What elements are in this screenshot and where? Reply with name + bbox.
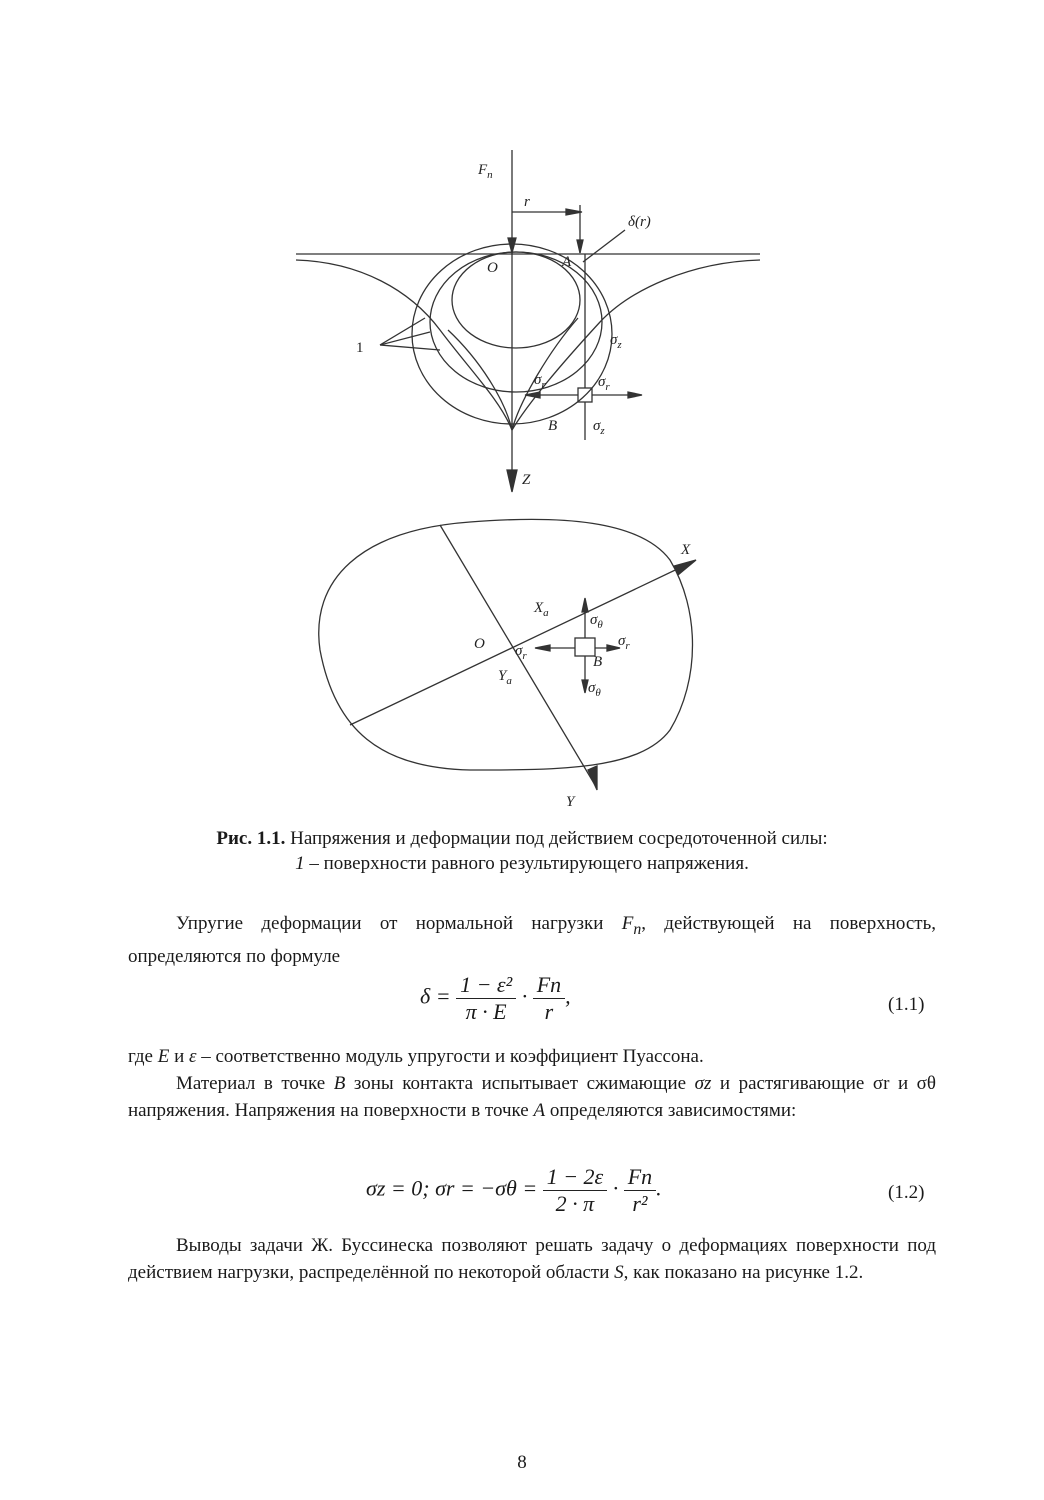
caption-number: 1 — [295, 853, 305, 874]
deformed-surface-right — [512, 260, 760, 430]
label-sigma-r-plan-left: $\sigma_r$ — [515, 643, 527, 662]
label-sigma-theta-bottom: $\sigma_\theta$ — [588, 680, 601, 699]
label-Ya: $Y_a$ — [498, 668, 512, 687]
label-1-leader-b — [380, 332, 430, 345]
z-arrowhead — [507, 470, 517, 492]
equation-1-2: σz = 0; σr = −σθ = $\frac{1 - 2\varepsilon}{2 \cdot \pi}$ · $\frac{Fn}{\text{r²}}$ . — [366, 1164, 662, 1216]
label-r: r — [524, 194, 530, 210]
label-sigma-z-bottom: $\sigma_z$ — [593, 418, 605, 437]
label-1-leader-c — [380, 345, 440, 350]
label-delta-r: δ(r) — [628, 214, 651, 230]
label-B-top: B — [548, 418, 558, 434]
label-Xa: $X_a$ — [534, 600, 549, 619]
label-O-bottom: O — [474, 636, 485, 652]
delta-leader — [583, 230, 625, 262]
label-O-top: O — [487, 260, 498, 276]
stress-surface-middle — [430, 252, 602, 392]
deformed-surface-left — [296, 260, 512, 430]
label-sigma-theta-top: $\sigma_\theta$ — [590, 612, 603, 631]
equation-1-2-label: (1.2) — [888, 1182, 925, 1203]
label-Fn: $F_n$ — [478, 162, 493, 181]
caption-line2: – поверхности равного результирующего напряжения. — [304, 853, 749, 874]
paragraph-1: Упругие деформации от нормальной нагрузки $F_n$, действующей на поверхность, определяются по формуле — [128, 913, 936, 967]
label-sigma-r-plan-right: $\sigma_r$ — [618, 633, 630, 652]
caption-line1: Напряжения и деформации под действием сосредоточенной силы: — [285, 828, 828, 849]
label-sigma-r-left: $\sigma_r$ — [534, 372, 546, 391]
equation-1-1: δ = $\frac{\text{1 − ε²}}{\pi \cdot E}$ · $\frac{Fn}{r}$ , — [420, 972, 571, 1024]
paragraph-2: где E и ε – соответственно модуль упругости и коэффициент Пуассона. — [128, 1046, 704, 1067]
contact-area-outline — [319, 519, 693, 770]
page-number: 8 — [517, 1452, 527, 1473]
paragraph-4: Выводы задачи Ж. Буссинеска позволяют решать задачу о деформациях поверхности под действием нагрузки, распределённой по некоторой области S, как показано на рисунке 1.2. — [128, 1235, 936, 1283]
label-B-bottom: B — [593, 654, 603, 670]
label-1: 1 — [356, 340, 364, 356]
figure-caption — [80, 826, 964, 876]
stress-surface-inner — [452, 252, 580, 348]
element-B-plan — [575, 638, 595, 656]
label-A: A — [562, 254, 572, 270]
force-arrowhead — [508, 238, 516, 253]
label-sigma-z-top: $\sigma_z$ — [610, 332, 622, 351]
paragraph-3: Материал в точке B зоны контакта испытывает сжимающие σz и растягивающие σr и σθ напряжения. Напряжения на поверхности в точке A определяются зависимостями: — [128, 1073, 936, 1121]
label-1-leader-a — [380, 318, 425, 345]
equation-1-1-label: (1.1) — [888, 994, 925, 1015]
caption-bold: Рис. 1.1. — [216, 828, 286, 849]
label-Y: Y — [566, 794, 575, 810]
label-sigma-r-right: $\sigma_r$ — [598, 374, 610, 393]
label-Z: Z — [522, 472, 531, 488]
label-X: X — [681, 542, 691, 558]
